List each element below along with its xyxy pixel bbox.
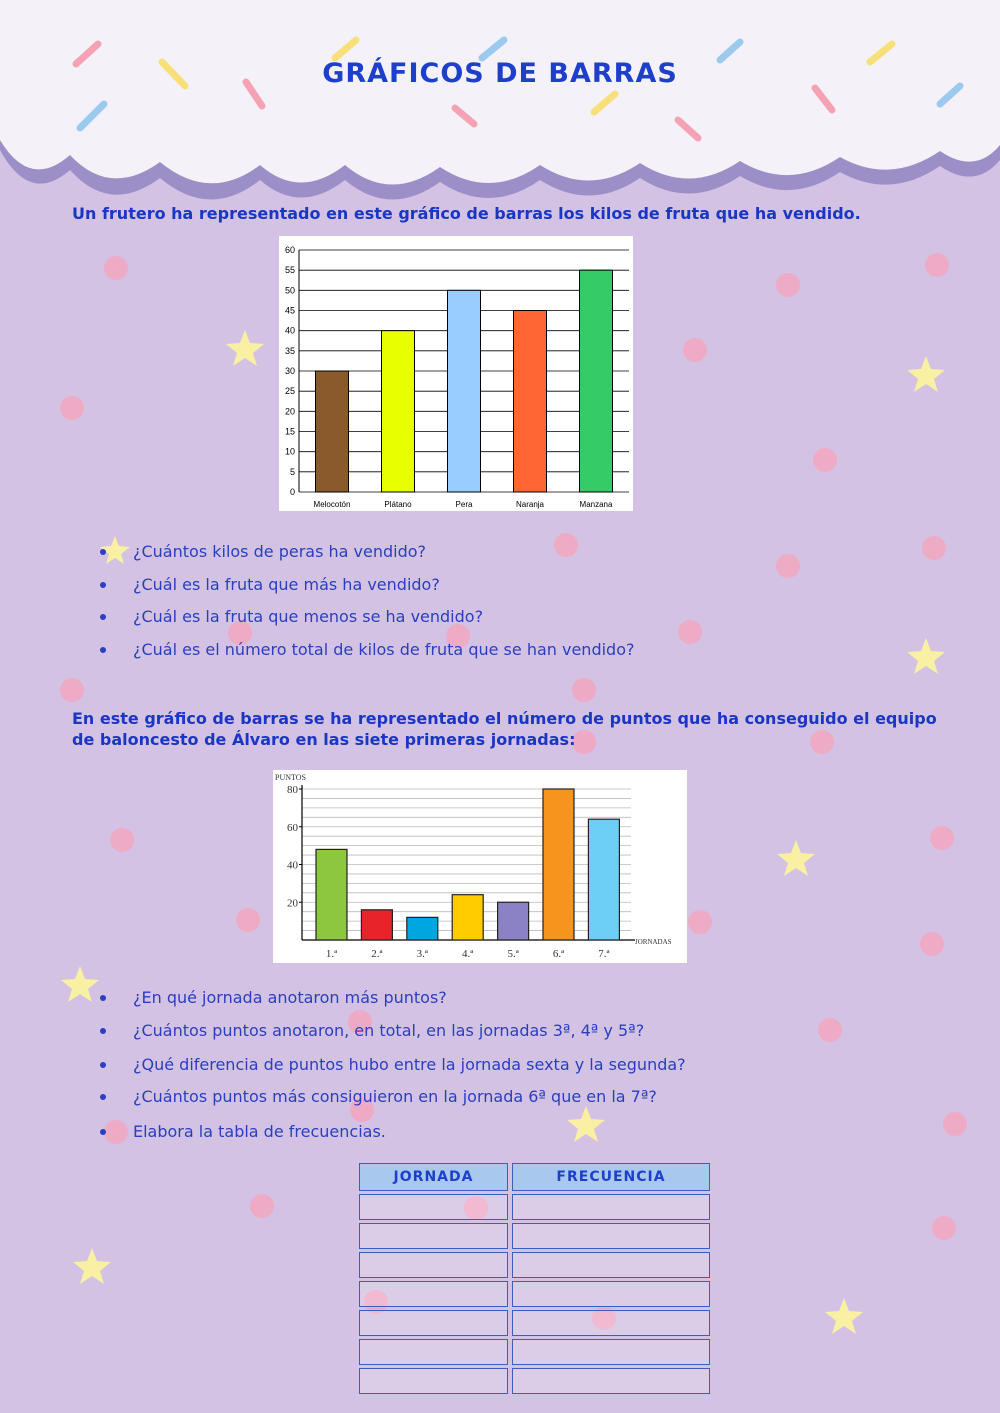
- x-tick-label: Plátano: [384, 500, 412, 509]
- y-axis-title: PUNTOS: [275, 773, 306, 782]
- bullet-icon: [100, 614, 106, 620]
- frequency-table: [355, 1160, 714, 1397]
- frecuencia-cell[interactable]: [512, 1368, 710, 1394]
- y-tick-label: 5: [289, 466, 295, 477]
- table-row: [359, 1310, 710, 1336]
- y-tick-label: 45: [284, 305, 295, 316]
- bullet-icon: [100, 647, 106, 653]
- frequency-table-body: [359, 1194, 710, 1394]
- y-tick-label: 10: [284, 446, 295, 457]
- cloud: [0, 0, 1000, 185]
- jornada-cell[interactable]: [359, 1194, 508, 1220]
- x-tick-label: Manzana: [579, 500, 613, 509]
- x-tick-label: Naranja: [515, 500, 545, 509]
- y-tick-label: 40: [287, 859, 298, 872]
- fruit-bar-chart: [279, 236, 633, 511]
- jornada-cell[interactable]: [359, 1368, 508, 1394]
- bullet-icon: [100, 1028, 106, 1034]
- y-tick-label: 15: [284, 426, 295, 437]
- points-chart-container: [273, 770, 687, 963]
- jornada-cell[interactable]: [359, 1310, 508, 1336]
- x-tick-label: 4.ª: [462, 948, 474, 960]
- bar: [514, 311, 547, 493]
- header-frecuencia: FRECUENCIA: [512, 1163, 710, 1191]
- x-tick-label: 3.ª: [416, 948, 428, 960]
- frecuencia-cell[interactable]: [512, 1194, 710, 1220]
- x-tick-label: 7.ª: [598, 948, 610, 960]
- bullet-icon: [100, 582, 106, 588]
- bullet-icon: [100, 1094, 106, 1100]
- table-row: [359, 1281, 710, 1307]
- bullet-icon: [100, 549, 106, 555]
- points-bar-chart: [273, 770, 687, 963]
- frecuencia-cell[interactable]: [512, 1339, 710, 1365]
- bar: [316, 849, 347, 940]
- table-row: [359, 1339, 710, 1365]
- frecuencia-cell[interactable]: [512, 1223, 710, 1249]
- x-tick-label: 1.ª: [325, 948, 338, 960]
- bar: [543, 789, 574, 940]
- table-row: [359, 1194, 710, 1220]
- page-title: GRÁFICOS DE BARRAS: [322, 58, 678, 89]
- bar: [361, 910, 392, 940]
- jornada-cell[interactable]: [359, 1252, 508, 1278]
- jornada-cell[interactable]: [359, 1339, 508, 1365]
- y-tick-label: 0: [289, 487, 295, 497]
- bar: [448, 290, 481, 492]
- section1-intro: Un frutero ha representado en este gráfico de barras los kilos de fruta que ha vendido.: [72, 204, 861, 223]
- y-tick-label: 80: [287, 784, 298, 796]
- table-row: [359, 1368, 710, 1394]
- frecuencia-cell[interactable]: [512, 1310, 710, 1336]
- table-row: [359, 1252, 710, 1278]
- bar: [498, 902, 529, 940]
- section2-intro: En este gráfico de barras se ha representado el número de puntos que ha conseguido el equipo de baloncesto de Álvaro en las siete primeras jornadas:: [72, 709, 937, 749]
- bar: [407, 917, 438, 940]
- y-tick-label: 25: [284, 386, 295, 397]
- x-tick-label: 5.ª: [507, 948, 519, 960]
- bar: [316, 371, 349, 492]
- y-tick-label: 35: [284, 345, 295, 356]
- bar: [580, 270, 613, 492]
- x-axis-title: JORNADAS: [635, 938, 672, 946]
- jornada-cell[interactable]: [359, 1223, 508, 1249]
- frecuencia-cell[interactable]: [512, 1281, 710, 1307]
- bar: [452, 895, 483, 940]
- bullet-icon: [100, 995, 106, 1001]
- y-tick-label: 20: [284, 406, 295, 417]
- y-tick-label: 60: [287, 821, 298, 834]
- y-tick-label: 60: [284, 245, 295, 255]
- jornada-cell[interactable]: [359, 1281, 508, 1307]
- x-tick-label: 2.ª: [371, 948, 383, 960]
- bar: [382, 331, 415, 492]
- y-tick-label: 50: [284, 285, 295, 296]
- fruit-chart-container: [279, 236, 633, 511]
- frecuencia-cell[interactable]: [512, 1252, 710, 1278]
- x-tick-label: 6.ª: [552, 948, 565, 960]
- bar: [588, 819, 619, 940]
- y-tick-label: 30: [284, 366, 295, 376]
- bullet-icon: [100, 1129, 106, 1135]
- x-tick-label: Melocotón: [313, 500, 351, 509]
- bullet-icon: [100, 1062, 106, 1068]
- table-header-row: [359, 1163, 710, 1191]
- y-tick-label: 20: [287, 897, 298, 910]
- y-tick-label: 55: [284, 265, 295, 276]
- y-tick-label: 40: [284, 325, 295, 336]
- x-tick-label: Pera: [455, 500, 473, 509]
- table-row: [359, 1223, 710, 1249]
- header-jornada: JORNADA: [359, 1163, 508, 1191]
